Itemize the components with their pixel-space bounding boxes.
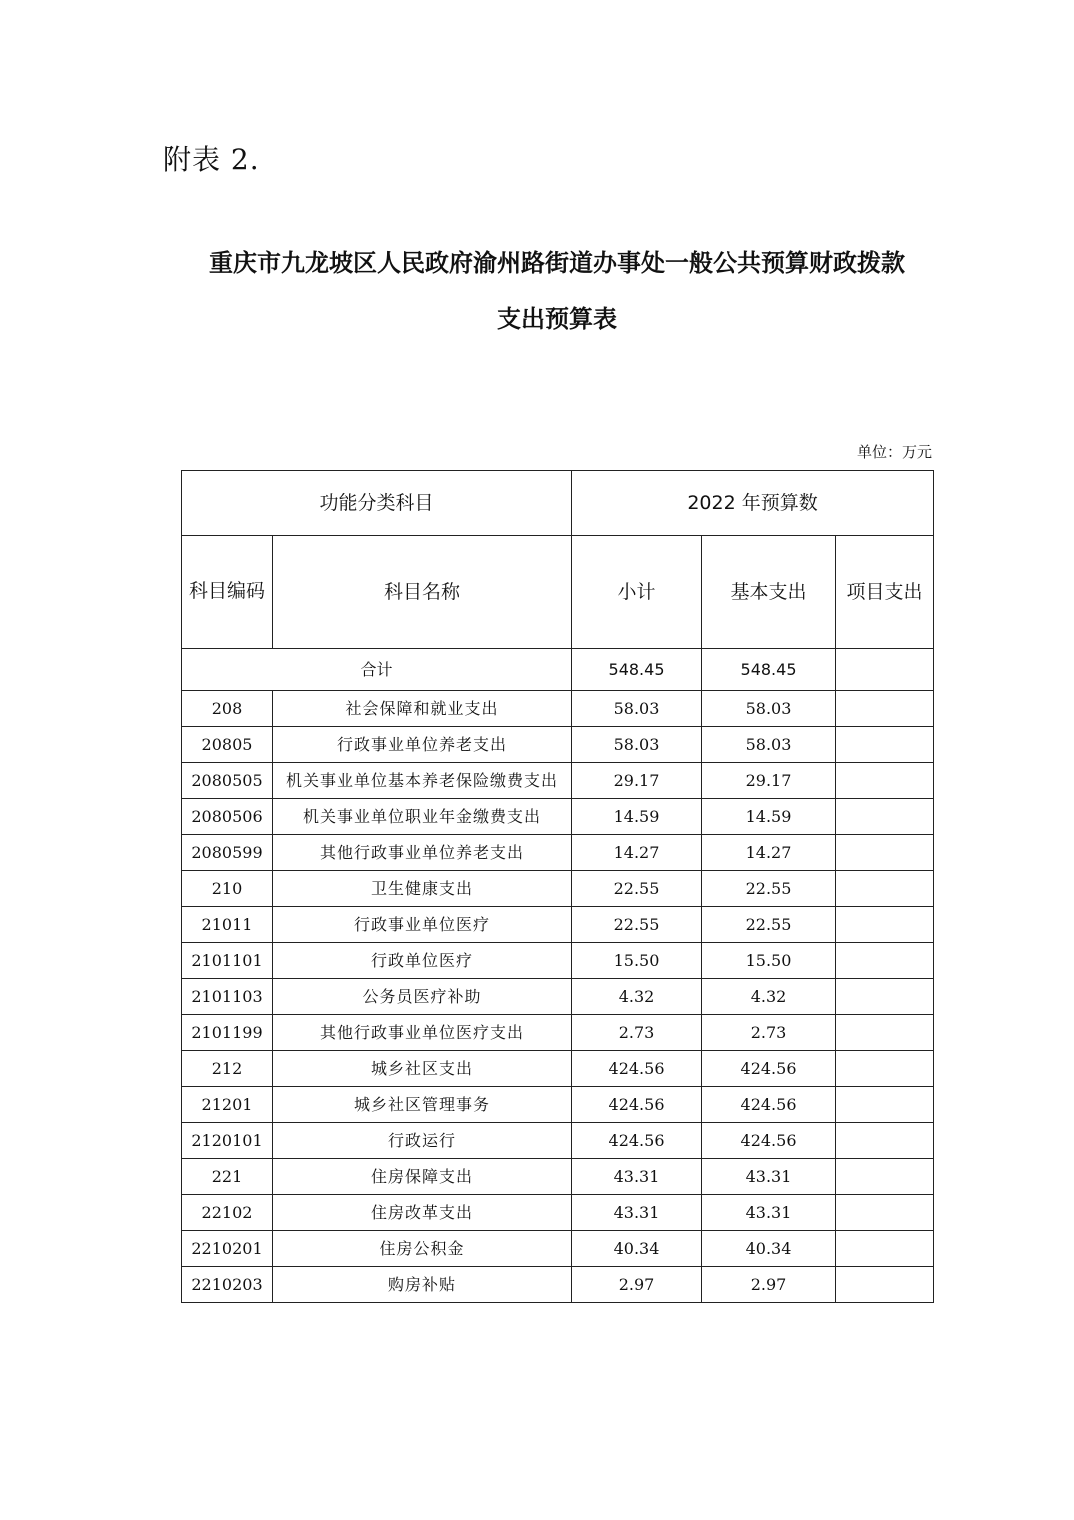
row-name: 公务员医疗补助 (273, 979, 572, 1015)
row-project (836, 1123, 934, 1159)
row-basic: 40.34 (702, 1231, 836, 1267)
row-name: 行政事业单位医疗 (273, 907, 572, 943)
table-row (182, 943, 934, 979)
row-basic: 29.17 (702, 763, 836, 799)
table-row (182, 1015, 934, 1051)
row-subtotal: 22.55 (572, 907, 702, 943)
row-subtotal: 58.03 (572, 691, 702, 727)
total-row (182, 649, 934, 691)
row-basic: 2.73 (702, 1015, 836, 1051)
row-subtotal: 14.27 (572, 835, 702, 871)
row-code: 21201 (182, 1087, 273, 1123)
row-name: 城乡社区管理事务 (273, 1087, 572, 1123)
row-code: 2101199 (182, 1015, 273, 1051)
row-code: 212 (182, 1051, 273, 1087)
row-basic: 2.97 (702, 1267, 836, 1303)
row-name: 行政事业单位养老支出 (273, 727, 572, 763)
row-basic: 22.55 (702, 907, 836, 943)
table-row (182, 1087, 934, 1123)
row-name: 城乡社区支出 (273, 1051, 572, 1087)
total-basic: 548.45 (702, 649, 836, 691)
row-code: 2210201 (182, 1231, 273, 1267)
row-project (836, 799, 934, 835)
document-title-line-1: 重庆市九龙坡区人民政府渝州路街道办事处一般公共预算财政拨款 (209, 248, 905, 277)
total-label: 合计 (182, 649, 572, 691)
table-row (182, 799, 934, 835)
row-name: 社会保障和就业支出 (273, 691, 572, 727)
table-row (182, 1159, 934, 1195)
row-project (836, 1051, 934, 1087)
row-project (836, 1195, 934, 1231)
total-subtotal: 548.45 (572, 649, 702, 691)
row-project (836, 979, 934, 1015)
row-subtotal: 43.31 (572, 1195, 702, 1231)
row-subtotal: 58.03 (572, 727, 702, 763)
row-subtotal: 43.31 (572, 1159, 702, 1195)
row-name: 行政单位医疗 (273, 943, 572, 979)
row-basic: 4.32 (702, 979, 836, 1015)
row-subtotal: 14.59 (572, 799, 702, 835)
subtotal-header: 小计 (572, 536, 702, 649)
table-row (182, 1195, 934, 1231)
table-row (182, 979, 934, 1015)
table-row (182, 763, 934, 799)
row-code: 2101103 (182, 979, 273, 1015)
row-basic: 58.03 (702, 691, 836, 727)
row-project (836, 1087, 934, 1123)
name-header: 科目名称 (273, 536, 572, 649)
row-subtotal: 29.17 (572, 763, 702, 799)
row-basic: 15.50 (702, 943, 836, 979)
row-code: 20805 (182, 727, 273, 763)
attachment-label: 附表 2. (163, 143, 260, 176)
row-project (836, 907, 934, 943)
row-basic: 424.56 (702, 1051, 836, 1087)
project-header: 项目支出 (836, 536, 934, 649)
budget-year-header: 2022 年预算数 (572, 471, 934, 536)
row-basic: 14.59 (702, 799, 836, 835)
table-group-header-row (182, 471, 934, 536)
row-name: 行政运行 (273, 1123, 572, 1159)
row-code: 208 (182, 691, 273, 727)
row-project (836, 835, 934, 871)
row-project (836, 1015, 934, 1051)
row-code: 21011 (182, 907, 273, 943)
table-row (182, 871, 934, 907)
row-name: 其他行政事业单位养老支出 (273, 835, 572, 871)
row-code: 2080506 (182, 799, 273, 835)
row-project (836, 1231, 934, 1267)
row-basic: 58.03 (702, 727, 836, 763)
table-row (182, 1123, 934, 1159)
row-code: 221 (182, 1159, 273, 1195)
row-code: 2080599 (182, 835, 273, 871)
row-basic: 14.27 (702, 835, 836, 871)
row-subtotal: 40.34 (572, 1231, 702, 1267)
row-name: 其他行政事业单位医疗支出 (273, 1015, 572, 1051)
table-row (182, 1231, 934, 1267)
row-name: 住房改革支出 (273, 1195, 572, 1231)
table-row (182, 727, 934, 763)
code-header: 科目编码 (182, 536, 273, 649)
total-project (836, 649, 934, 691)
row-project (836, 691, 934, 727)
row-subtotal: 4.32 (572, 979, 702, 1015)
table-row (182, 1051, 934, 1087)
unit-label: 单位：万元 (856, 443, 932, 461)
row-code: 2120101 (182, 1123, 273, 1159)
budget-table (181, 470, 934, 1303)
row-basic: 424.56 (702, 1087, 836, 1123)
row-code: 2210203 (182, 1267, 273, 1303)
row-code: 22102 (182, 1195, 273, 1231)
row-subtotal: 424.56 (572, 1087, 702, 1123)
document-title-line-2: 支出预算表 (497, 304, 617, 333)
table-row (182, 691, 934, 727)
classification-header: 功能分类科目 (182, 471, 572, 536)
row-subtotal: 15.50 (572, 943, 702, 979)
row-subtotal: 424.56 (572, 1123, 702, 1159)
row-name: 卫生健康支出 (273, 871, 572, 907)
row-basic: 43.31 (702, 1159, 836, 1195)
row-subtotal: 2.73 (572, 1015, 702, 1051)
row-subtotal: 2.97 (572, 1267, 702, 1303)
basic-header: 基本支出 (702, 536, 836, 649)
row-basic: 424.56 (702, 1123, 836, 1159)
row-project (836, 763, 934, 799)
row-subtotal: 22.55 (572, 871, 702, 907)
row-name: 机关事业单位基本养老保险缴费支出 (273, 763, 572, 799)
table-row (182, 907, 934, 943)
table-row (182, 835, 934, 871)
row-project (836, 1267, 934, 1303)
row-name: 购房补贴 (273, 1267, 572, 1303)
row-name: 机关事业单位职业年金缴费支出 (273, 799, 572, 835)
row-code: 2101101 (182, 943, 273, 979)
row-name: 住房公积金 (273, 1231, 572, 1267)
row-project (836, 871, 934, 907)
table-sub-header-row (182, 536, 934, 649)
row-name: 住房保障支出 (273, 1159, 572, 1195)
row-project (836, 943, 934, 979)
row-code: 2080505 (182, 763, 273, 799)
row-basic: 22.55 (702, 871, 836, 907)
row-project (836, 727, 934, 763)
row-project (836, 1159, 934, 1195)
row-basic: 43.31 (702, 1195, 836, 1231)
table-row (182, 1267, 934, 1303)
row-code: 210 (182, 871, 273, 907)
row-subtotal: 424.56 (572, 1051, 702, 1087)
